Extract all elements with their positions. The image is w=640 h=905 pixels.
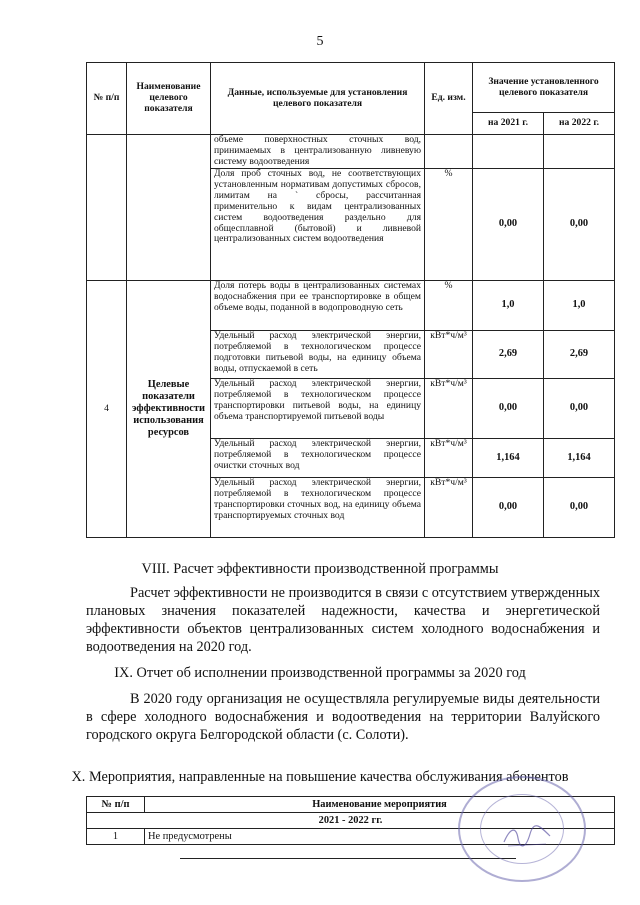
col-header-num: № п/п [87,63,127,135]
col-header-data: Данные, используемые для установления целевого показателя [211,63,425,135]
col-header-value-group: Значение установленного целевого показателя [473,63,615,113]
indicator-unit: кВт*ч/м³ [425,478,473,538]
group-num: 4 [87,281,127,538]
section-9-title: IX. Отчет об исполнении производственной программы за 2020 год [114,665,526,681]
col-header-unit: Ед. изм. [425,63,473,135]
carry-over-unit [425,135,473,169]
page-number: 5 [316,34,324,49]
probe-row-text: Доля проб сточных вод, не соответствующих установленным нормативам допустимых сбросов, лимитам на ` сбросы, рассчитанная применительно к видам централизованных систем водоотведения раздельно для общесплавной (бытовой) и ливневой централизованных систем водоотведения [211,169,425,281]
indicator-2021: 0,00 [473,379,544,439]
indicator-text: Удельный расход электрической энергии, потребляемой в технологическом процессе подготовки питьевой воды, на единицу объема воды, отпускаемой в сеть [211,331,425,379]
carry-over-2021 [473,135,544,169]
indicator-text: Удельный расход электрической энергии, потребляемой в технологическом процессе очистки сточных вод [211,439,425,478]
indicator-text: Удельный расход электрической энергии, потребляемой в технологическом процессе транспортировки сточных вод, на единицу объема транспортируемых сточных вод [211,478,425,538]
activities-row-num: 1 [87,829,145,845]
signature-icon [502,822,552,850]
col-header-name: Наименование целевого показателя [127,63,211,135]
empty-num-cell [87,135,127,281]
group-name: Целевые показатели эффективности использования ресурсов [127,281,211,538]
carry-over-2022 [544,135,615,169]
indicator-2022: 2,69 [544,331,615,379]
section-8-text: Расчет эффективности не производится в связи с отсутствием утвержденных плановых значения показателей надежности, качества и энергетической эффективности объектов централизованных систем холодного водоснабжения и водоотведения на 2020 год. [86,585,600,655]
col-header-2021: на 2021 г. [473,113,544,135]
probe-row-2021: 0,00 [473,169,544,281]
indicator-2022: 0,00 [544,379,615,439]
indicator-2021: 0,00 [473,478,544,538]
activities-header-num: № п/п [87,797,145,813]
indicator-unit: кВт*ч/м³ [425,331,473,379]
indicator-unit: кВт*ч/м³ [425,379,473,439]
indicator-unit: кВт*ч/м³ [425,439,473,478]
probe-row-unit: % [425,169,473,281]
footer-rule [180,858,516,859]
carry-over-text: объеме поверхностных сточных вод, принимаемых в централизованную ливневую систему водоотведения [211,135,425,169]
indicator-unit: % [425,281,473,331]
indicator-2021: 1,0 [473,281,544,331]
indicator-2021: 2,69 [473,331,544,379]
activities-header-name: Наименование мероприятия [145,797,615,813]
indicator-2022: 1,164 [544,439,615,478]
section-9-text: В 2020 году организация не осуществляла регулируемые виды деятельности в сфере холодного водоснабжения и водоотведения на территории Валуйского городского округа Белгородской области (с. Солоти). [86,691,600,743]
activities-period: 2021 - 2022 гг. [87,813,615,829]
activities-row-name: Не предусмотрены [145,829,615,845]
indicator-text: Доля потерь воды в централизованных системах водоснабжения при ее транспортировке в общем объеме воды, поданной в водопроводную сеть [211,281,425,331]
target-indicators-table [86,62,615,538]
section-10-title: X. Мероприятия, направленные на повышение качества обслуживания абонентов [71,769,569,785]
col-header-2022: на 2022 г. [544,113,615,135]
probe-row-2022: 0,00 [544,169,615,281]
indicator-2022: 1,0 [544,281,615,331]
section-8-title: VIII. Расчет эффективности производственной программы [141,561,499,577]
indicator-text: Удельный расход электрической энергии, потребляемой в технологическом процессе транспортировки питьевой воды, на единицу объема транспортируемой питьевой воды [211,379,425,439]
indicator-2021: 1,164 [473,439,544,478]
indicator-2022: 0,00 [544,478,615,538]
empty-name-cell [127,135,211,281]
